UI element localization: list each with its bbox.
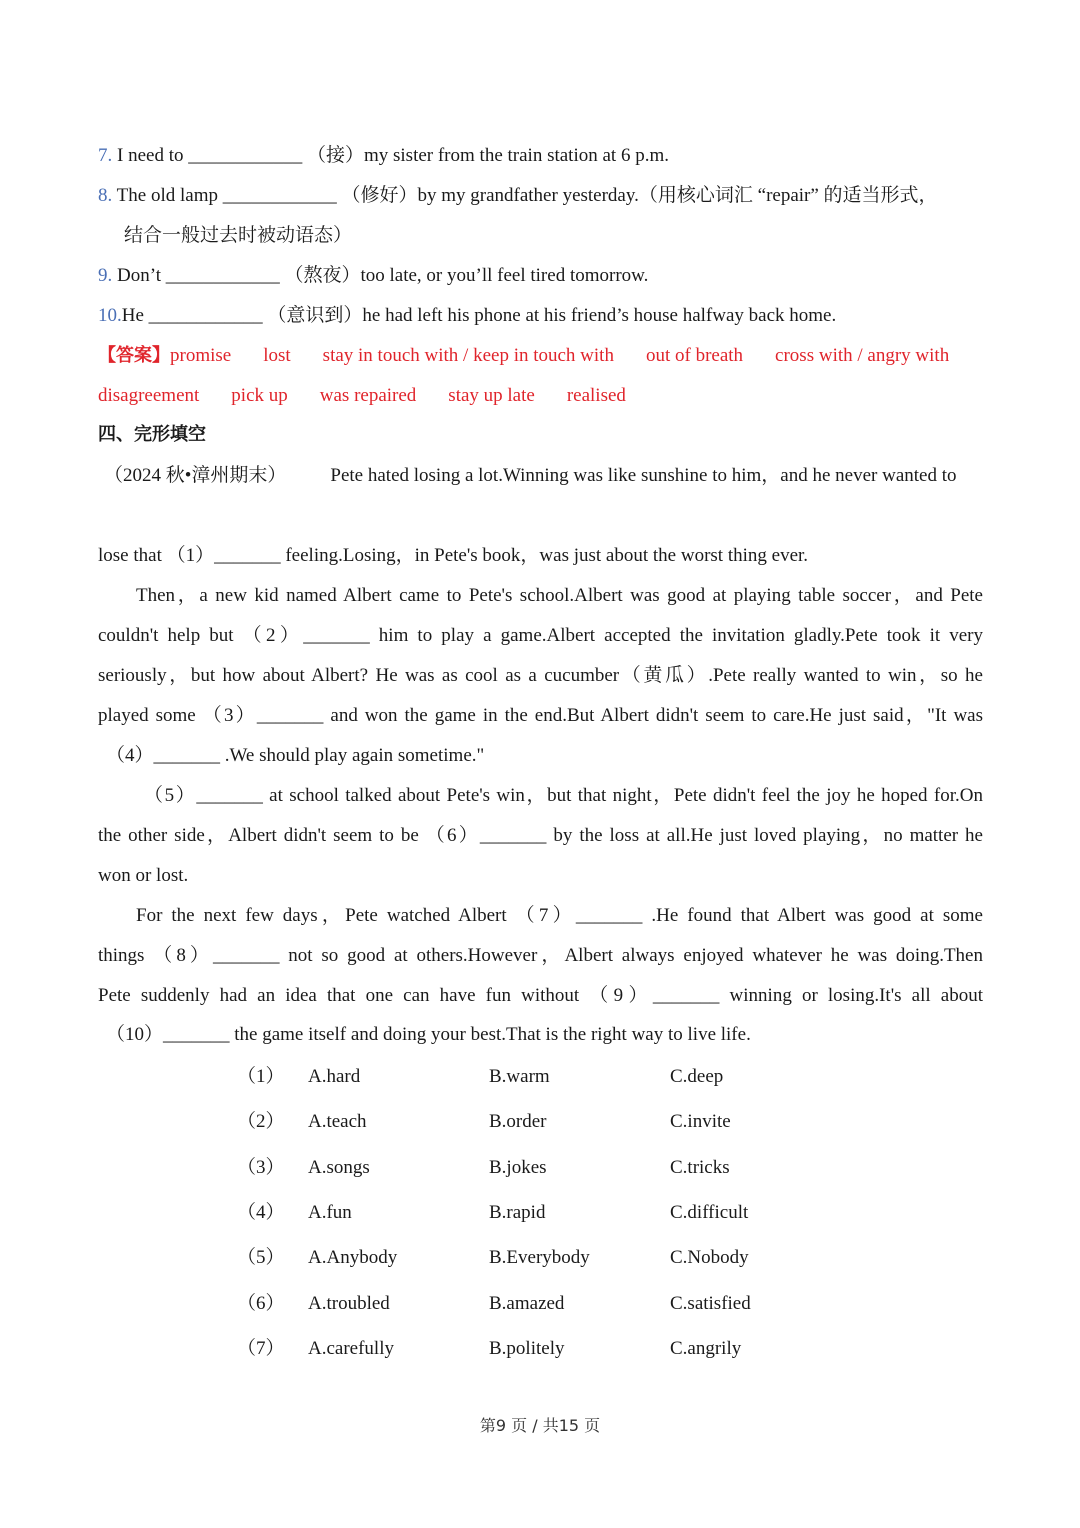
passage-line: lose that （1）_______ feeling.Losing，in Pete's book，was just about the worst thing ever. [98, 545, 809, 566]
passage-source: （2024 秋•漳州期末） [104, 465, 287, 486]
answer-item: promise [170, 345, 232, 366]
option-b: B.Everybody [489, 1247, 590, 1268]
option-row [0, 1200, 1080, 1226]
passage-line: （4）_______ .We should play again sometime." [106, 745, 485, 766]
answer-line-1 [98, 344, 983, 368]
option-row [0, 1064, 1080, 1090]
option-number: （4） [237, 1202, 285, 1223]
option-c: C.invite [670, 1111, 731, 1132]
question-8 [98, 184, 983, 208]
option-number: （6） [237, 1293, 285, 1314]
option-a: A.troubled [308, 1293, 390, 1314]
option-b: B.politely [489, 1338, 565, 1359]
option-number: （2） [237, 1111, 285, 1132]
passage-line: won or lost. [98, 865, 189, 886]
passage-line: （5）_______ at school talked about Pete's win，but that night，Pete didn't feel the joy he hoped for.On [144, 785, 983, 806]
passage-line: （10）_______ the game itself and doing your best.That is the right way to live life. [106, 1024, 751, 1045]
answer-item: lost [263, 345, 291, 366]
question-text: He ____________ （意识到）he had left his phone at his friend’s house halfway back home. [121, 305, 837, 326]
option-number: （3） [237, 1157, 285, 1178]
option-b: B.warm [489, 1066, 550, 1087]
option-c: C.difficult [670, 1202, 749, 1223]
section-title: 四、完形填空 [98, 424, 206, 445]
option-a: A.Anybody [308, 1247, 398, 1268]
passage-line: played some （3）_______ and won the game in the end.But Albert didn't seem to care.He just said，"It was [98, 705, 983, 726]
page-footer: 第9 页 / 共15 页 [479, 1416, 601, 1435]
option-b: B.amazed [489, 1293, 565, 1314]
option-number: （5） [237, 1247, 285, 1268]
option-b: B.jokes [489, 1157, 547, 1178]
passage-line: seriously，but how about Albert? He was as cool as a cucumber（黄瓜）.Pete really wanted to win，so he [98, 665, 983, 686]
option-c: C.tricks [670, 1157, 730, 1178]
option-b: B.rapid [489, 1202, 546, 1223]
answer-item: pick up [231, 385, 288, 406]
question-8-continuation [124, 224, 983, 248]
question-text: I need to ____________ （接）my sister from the train station at 6 p.m. [117, 145, 669, 166]
option-c: C.Nobody [670, 1247, 749, 1268]
answer-item: cross with / angry with [775, 345, 950, 366]
passage-line: For the next few days，Pete watched Albert （7）_______ .He found that Albert was good at some [136, 905, 983, 926]
passage-line: Then，a new kid named Albert came to Pete's school.Albert was good at playing table soccer，and Pete [136, 585, 983, 606]
option-a: A.fun [308, 1202, 352, 1223]
answer-line-2 [98, 384, 983, 408]
question-text: 结合一般过去时被动语态） [124, 225, 353, 246]
question-10 [98, 304, 983, 328]
question-number: 9. [98, 265, 113, 286]
question-9 [98, 264, 983, 288]
passage-line: couldn't help but （2）_______ him to play a game.Albert accepted the invitation gladly.Pete took it very [98, 625, 983, 646]
question-number: 8. [98, 185, 113, 206]
option-c: C.deep [670, 1066, 724, 1087]
option-row [0, 1336, 1080, 1362]
question-text: The old lamp ____________ （修好）by my grandfather yesterday.（用核心词汇 “repair” 的适当形式， [116, 185, 938, 206]
option-row [0, 1155, 1080, 1181]
option-a: A.songs [308, 1157, 370, 1178]
passage-line: the other side，Albert didn't seem to be （6）_______ by the loss at all.He just loved playing，no matter he [98, 825, 983, 846]
answer-item: stay in touch with / keep in touch with [322, 345, 614, 366]
question-number: 7. [98, 145, 113, 166]
option-a: A.hard [308, 1066, 361, 1087]
passage-line: things （8）_______ not so good at others.However，Albert always enjoyed whatever he was doing.Then [98, 945, 983, 966]
option-row [0, 1291, 1080, 1317]
option-c: C.satisfied [670, 1293, 751, 1314]
question-7 [98, 144, 983, 168]
question-number: 10. [98, 305, 122, 326]
answer-item: out of breath [645, 345, 744, 366]
answer-label: 【答案】 [98, 345, 170, 366]
answer-item: realised [566, 385, 626, 406]
option-c: C.angrily [670, 1338, 742, 1359]
answer-item: disagreement [98, 385, 200, 406]
option-row [0, 1109, 1080, 1135]
option-a: A.teach [308, 1111, 367, 1132]
passage-text: Pete hated losing a lot.Winning was like sunshine to him，and he never wanted to [330, 465, 957, 486]
passage-line [104, 464, 983, 488]
option-b: B.order [489, 1111, 547, 1132]
answer-item: was repaired [319, 385, 417, 406]
passage-line: Pete suddenly had an idea that one can have fun without （9）_______ winning or losing.It's all about [98, 985, 983, 1006]
option-row [0, 1245, 1080, 1271]
question-text: Don’t ____________ （熬夜）too late, or you’ll feel tired tomorrow. [117, 265, 649, 286]
answer-item: stay up late [448, 385, 535, 406]
option-number: （1） [237, 1066, 285, 1087]
option-number: （7） [237, 1338, 285, 1359]
option-a: A.carefully [308, 1338, 394, 1359]
